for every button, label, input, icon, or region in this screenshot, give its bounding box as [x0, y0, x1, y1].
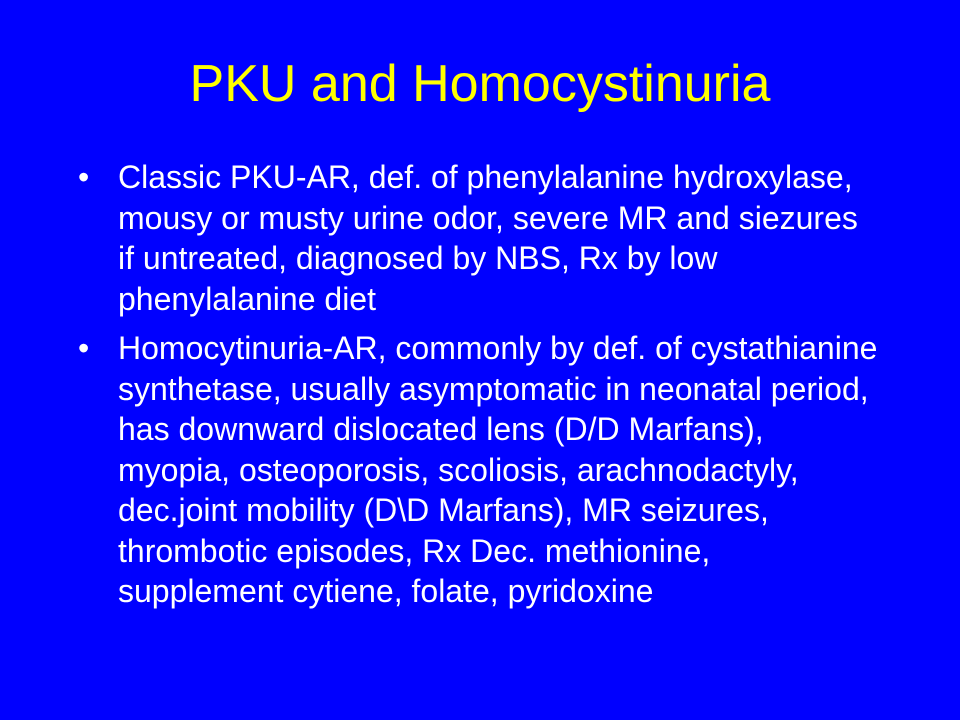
bullet-item-pku [78, 157, 878, 319]
bullet-text-pku: Classic PKU-AR, def. of phenylalanine hydroxylase, mousy or musty urine odor, severe MR and siezures if untreated, diagnosed by NBS, Rx by low phenylalanine diet [118, 159, 858, 317]
bullet-text-homocystinuria: Homocytinuria-AR, commonly by def. of cystathianine synthetase, usually asymptomatic in neonatal period, has downward dislocated lens (D/D Marfans), myopia, osteoporosis, scoliosis, arachnodactyly, dec.joint mobility (D\D Marfans), MR seizures, thrombotic episodes, Rx Dec. methionine, supplement cytiene, folate, pyridoxine [118, 330, 878, 609]
slide-title: PKU and Homocystinuria [189, 55, 771, 113]
bullet-dot-icon: • [78, 330, 90, 366]
bullet-item-homocystinuria [78, 328, 878, 612]
bullet-dot-icon: • [78, 159, 90, 195]
bullet-list [78, 157, 878, 621]
